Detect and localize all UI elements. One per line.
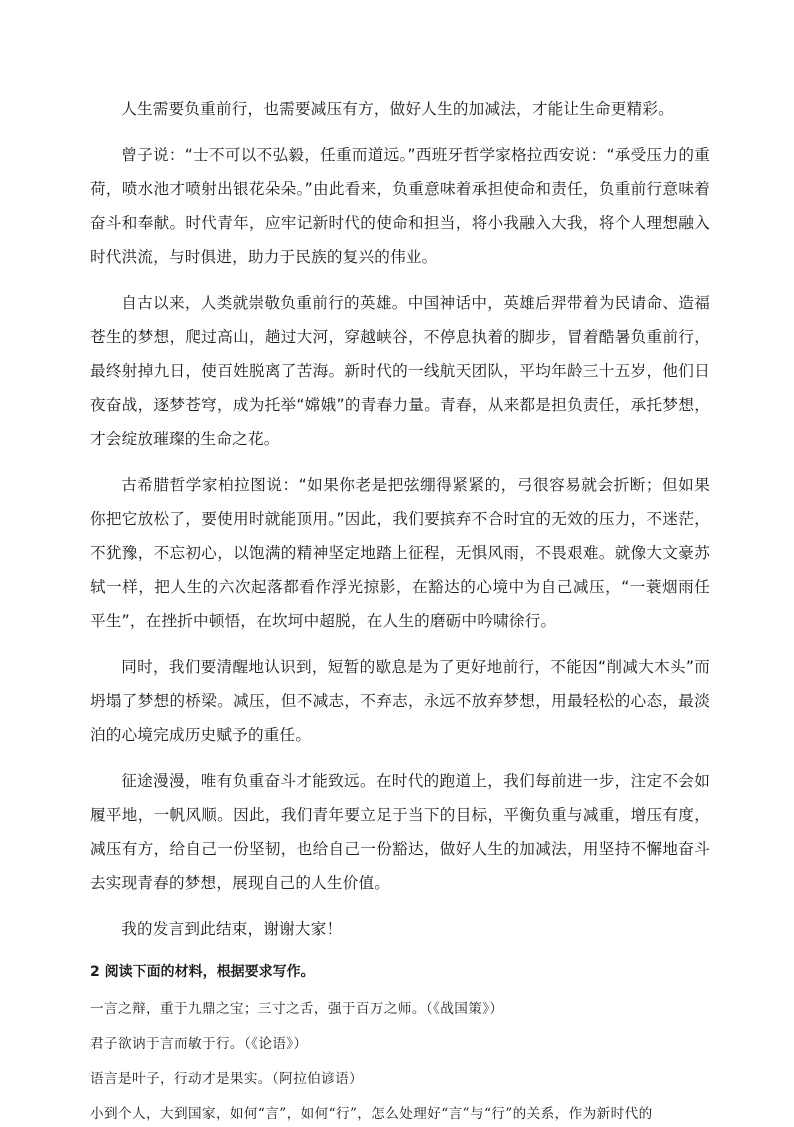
- material-quote-1: 一言之辩，重于九鼎之宝；三寸之舌，强于百万之师。（《战国策》）: [90, 1001, 504, 1017]
- essay-paragraph-1: 人生需要负重前行，也需要减压有方，做好人生的加减法，才能让生命更精彩。: [121, 100, 674, 118]
- material-quote-2: 君子欲讷于言而敏于行。（《论语》）: [90, 1036, 308, 1052]
- essay-paragraph-4: 古希腊哲学家柏拉图说：“如果你老是把弦绷得紧紧的，弓很容易就会折断；但如果你把它放松了，要使用时就能顶用。”因此，我们要摈弃不合时宜的无效的压力，不迷茫，不犹豫，不忘初心，以饱满的精神坚定地踏上征程，无惧风雨，不畏艰难。就像大文豪苏轼一样，把人生的六次起落都看作浮光掠影，在豁达的心境中为自己减压，“一蓑烟雨任平生”，在挫折中顿悟，在坎坷中超脱，在人生的磨砺中吟啸徐行。: [90, 476, 710, 630]
- question-heading: 2 阅读下面的材料，根据要求写作。: [90, 964, 315, 980]
- essay-paragraph-2: 曾子说：“士不可以不弘毅，任重而道远。”西班牙哲学家格拉西安说：“承受压力的重荷，喷水池才喷射出银花朵朵。”由此看来，负重意味着承担使命和责任，负重前行意味着奋斗和奉献。时代青年，应牢记新时代的使命和担当，将小我融入大我，将个人理想融入时代洪流，与时俱进，助力于民族的复兴的伟业。: [90, 146, 710, 266]
- essay-closing: 我的发言到此结束，谢谢大家！: [121, 920, 343, 938]
- material-prompt: 小到个人，大到国家，如何“言”，如何“行”，怎么处理好“言”与“行”的关系，作为新时代的: [90, 1106, 653, 1122]
- essay-paragraph-3: 自古以来，人类就崇敬负重前行的英雄。中国神话中，英雄后羿带着为民请命、造福苍生的梦想，爬过高山，趟过大河，穿越峡谷，不停息执着的脚步，冒着酷暑负重前行，最终射掉九日，使百姓脱离了苦海。新时代的一线航天团队，平均年龄三十五岁，他们日夜奋战，逐梦苍穹，成为托举“嫦娥”的青春力量。青春，从来都是担负责任，承托梦想，才会绽放璀璨的生命之花。: [90, 294, 710, 448]
- essay-paragraph-6: 征途漫漫，唯有负重奋斗才能致远。在时代的跑道上，我们每前进一步，注定不会如履平地，一帆风顺。因此，我们青年要立足于当下的目标，平衡负重与减重，增压有度，减压有方，给自己一份坚韧，也给自己一份豁达，做好人生的加减法，用坚持不懈地奋斗去实现青春的梦想，展现自己的人生价值。: [90, 772, 710, 892]
- material-quote-3: 语言是叶子，行动才是果实。（阿拉伯谚语）: [90, 1071, 364, 1087]
- essay-paragraph-5: 同时，我们要清醒地认识到，短暂的歇息是为了更好地前行，不能因“削减大木头”而坍塌了梦想的桥梁。减压，但不减志，不弃志，永远不放弃梦想，用最轻松的心态，最淡泊的心境完成历史赋予的重任。: [90, 658, 710, 744]
